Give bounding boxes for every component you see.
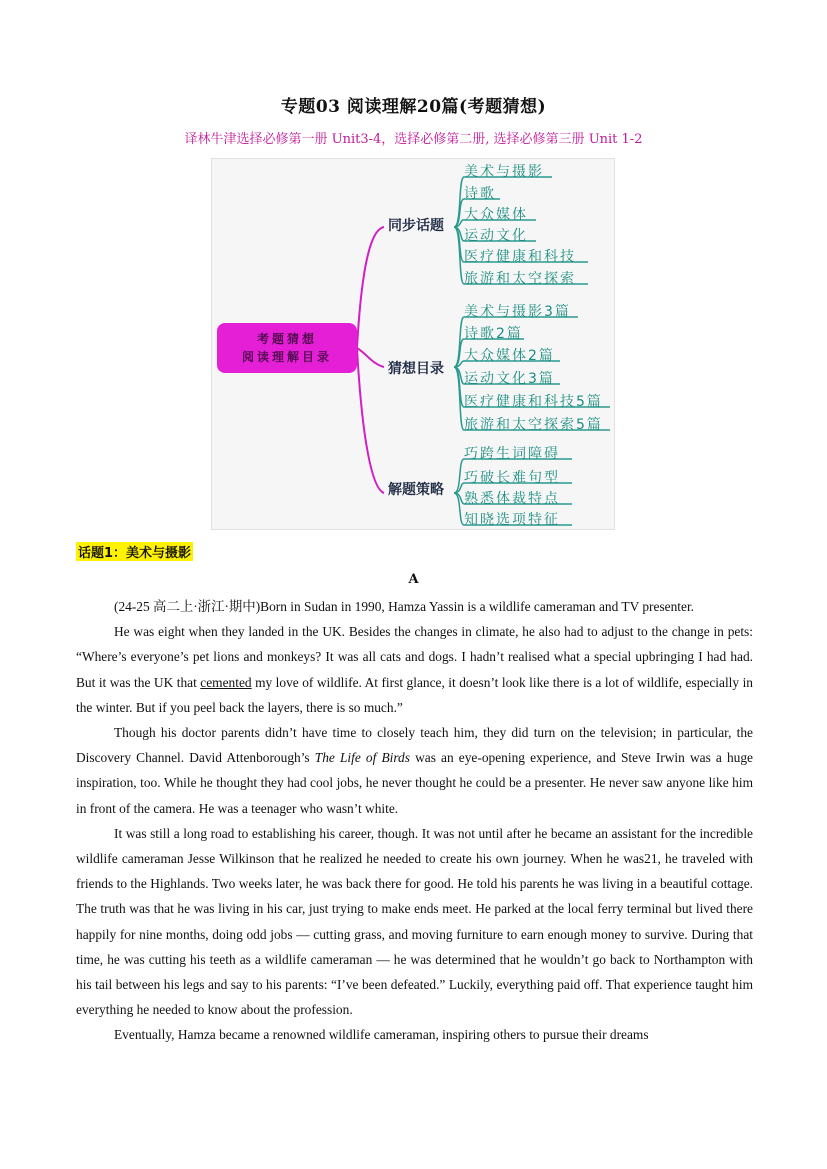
leaf-strategy-sentences: 巧破长难句型 (464, 470, 560, 486)
paragraph-4: It was still a long road to establishing his career, though. It was not until after he became an assistant for the incredible wildlife cameraman Jesse Wilkinson that he realized he needed to create his own journey. When he was21, he traveled with friends to the Highlands. Two weeks later, he was back there for good. He told his parents he was living in a beautiful cottage. The truth was that he was living in his car, just trying to make ends meet. He parked at the local ferry terminal but lived there happily for nine months, doing odd jobs — cutting grass, and moving furniture to earn enough money to survive. During that time, he was cutting his teeth as a wildlife cameraman — he was determined that he wouldn’t go back to Northampton with his tail between his legs and say to his parents: “I’ve been defeated.” Luckily, everything paid off. That experience taught him everything he needed to know about the profession. (76, 825, 753, 1018)
root-line-1: 考题猜想 (256, 332, 317, 346)
leaf-catalog-poetry: 诗歌2篇 (464, 326, 523, 342)
leaf-catalog-sports: 运动文化3篇 (464, 371, 555, 387)
root-line-2: 阅读理解目录 (241, 350, 332, 364)
document-subtitle: 译林牛津选择必修第一册 Unit3-4，选择必修第二册, 选择必修第三册 Unit 1-2 (184, 132, 643, 147)
leaf-catalog-travel: 旅游和太空探索5篇 (464, 417, 603, 433)
reading-passage (76, 594, 753, 1048)
leaf-catalog-health: 医疗健康和科技5篇 (464, 394, 603, 410)
leaf-topic-health: 医疗健康和科技 (464, 249, 576, 265)
leaf-catalog-art: 美术与摄影3篇 (464, 304, 571, 320)
leaf-topic-travel: 旅游和太空探索 (464, 271, 576, 287)
book-title: The Life of Birds (314, 750, 410, 766)
mind-map (211, 158, 615, 530)
leaf-strategy-vocab: 巧跨生词障碍 (464, 446, 560, 462)
paragraph-2: He was eight when they landed in the UK. Besides the changes in climate, he also had to adjust to the change in pets: “Where’s everyone’s pet lions and monkeys? It was all cats and dogs. I hadn’t realised what a special upbringing I had had. But it was the UK that cemented my love of wildlife. At first glance, it doesn’t look like there is a lot of wildlife, especially in the winter. But if you peel back the layers, there is so much.” (76, 624, 753, 715)
document-title: 专题03 阅读理解20篇(考题猜想) (280, 97, 547, 117)
leaf-strategy-options: 知晓选项特征 (464, 512, 560, 528)
leaf-topic-poetry: 诗歌 (464, 186, 496, 202)
leaf-topic-sports: 运动文化 (464, 228, 528, 244)
paragraph-3: Though his doctor parents didn’t have time to closely teach him, they did turn on the television; in particular, the Discovery Channel. David Attenborough’s The Life of Birds was an eye-opening experience, and Steve Irwin was a huge inspiration, too. While he thought they had cool jobs, he never thought he could be a presenter. He never saw anyone like him in front of the camera. He was a teenager who wasn’t white. (76, 725, 753, 816)
underlined-word: cemented (200, 674, 252, 690)
mind-map-root (217, 323, 357, 373)
topic-heading: 话题1：美术与摄影 (76, 542, 193, 561)
paragraph-5: Eventually, Hamza became a renowned wildlife cameraman, inspiring others to pursue their dreams (114, 1027, 649, 1043)
connector-branch-1 (357, 227, 384, 348)
paragraph-1: (24-25 高二上·浙江·期中)Born in Sudan in 1990, Hamza Yassin is a wildlife cameraman and TV presenter. (114, 599, 695, 614)
leaf-topic-media: 大众媒体 (464, 207, 528, 223)
branch-sync-topics: 同步话题 (388, 218, 444, 234)
leaf-strategy-genre: 熟悉体裁特点 (464, 491, 560, 507)
passage-letter: A (408, 572, 419, 587)
branch-strategy: 解题策略 (388, 482, 444, 498)
leaf-catalog-media: 大众媒体2篇 (464, 348, 555, 364)
branch-guess-catalog: 猜想目录 (388, 361, 444, 377)
leaf-topic-art: 美术与摄影 (464, 164, 544, 180)
